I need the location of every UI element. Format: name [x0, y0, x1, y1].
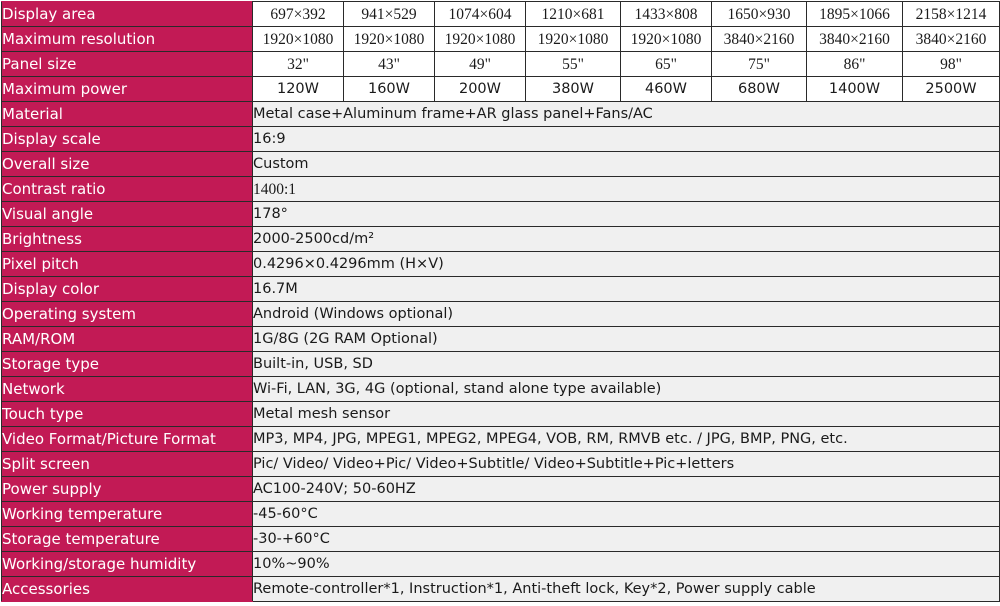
table-cell: 380W — [526, 77, 621, 102]
spec-value: -45-60°C — [253, 502, 1000, 527]
row-label: Overall size — [2, 152, 253, 177]
row-label: Display area — [2, 2, 253, 27]
table-cell: 3840×2160 — [712, 27, 807, 52]
row-label: Power supply — [2, 477, 253, 502]
spec-value: Metal case+Aluminum frame+AR glass panel+Fans/AC — [253, 102, 1000, 127]
row-label: RAM/ROM — [2, 327, 253, 352]
table-cell: 1920×1080 — [435, 27, 526, 52]
spec-value: Custom — [253, 152, 1000, 177]
spec-value: Pic/ Video/ Video+Pic/ Video+Subtitle/ Video+Subtitle+Pic+letters — [253, 452, 1000, 477]
table-row — [2, 352, 1000, 377]
table-cell: 98" — [903, 52, 1000, 77]
row-label: Maximum power — [2, 77, 253, 102]
table-row — [2, 577, 1000, 602]
table-row — [2, 2, 1000, 27]
table-cell: 1650×930 — [712, 2, 807, 27]
table-row — [2, 127, 1000, 152]
table-row — [2, 77, 1000, 102]
table-cell: 32" — [253, 52, 344, 77]
spec-value: 16:9 — [253, 127, 1000, 152]
row-label: Pixel pitch — [2, 252, 253, 277]
table-row — [2, 427, 1000, 452]
table-row — [2, 552, 1000, 577]
spec-value: 1G/8G (2G RAM Optional) — [253, 327, 1000, 352]
table-row — [2, 402, 1000, 427]
table-cell: 1074×604 — [435, 2, 526, 27]
row-label: Maximum resolution — [2, 27, 253, 52]
table-row — [2, 277, 1000, 302]
table-cell: 2500W — [903, 77, 1000, 102]
row-label: Visual angle — [2, 202, 253, 227]
table-row — [2, 502, 1000, 527]
table-cell: 680W — [712, 77, 807, 102]
table-cell: 460W — [621, 77, 712, 102]
spec-value: Metal mesh sensor — [253, 402, 1000, 427]
row-label: Storage type — [2, 352, 253, 377]
row-label: Display scale — [2, 127, 253, 152]
table-cell: 200W — [435, 77, 526, 102]
table-cell: 65" — [621, 52, 712, 77]
table-row — [2, 252, 1000, 277]
table-row — [2, 452, 1000, 477]
table-cell: 1400W — [807, 77, 903, 102]
table-cell: 1920×1080 — [253, 27, 344, 52]
table-row — [2, 327, 1000, 352]
table-row — [2, 527, 1000, 552]
spec-value: 10%~90% — [253, 552, 1000, 577]
row-label: Accessories — [2, 577, 253, 602]
row-label: Material — [2, 102, 253, 127]
table-cell: 3840×2160 — [807, 27, 903, 52]
table-row — [2, 27, 1000, 52]
table-cell: 1895×1066 — [807, 2, 903, 27]
table-row — [2, 177, 1000, 202]
table-row — [2, 102, 1000, 127]
row-label: Video Format/Picture Format — [2, 427, 253, 452]
row-label: Split screen — [2, 452, 253, 477]
spec-value: 178° — [253, 202, 1000, 227]
table-cell: 86" — [807, 52, 903, 77]
spec-value: 0.4296×0.4296mm (H×V) — [253, 252, 1000, 277]
spec-value: -30-+60°C — [253, 527, 1000, 552]
table-row — [2, 477, 1000, 502]
table-cell: 1210×681 — [526, 2, 621, 27]
table-cell: 43" — [344, 52, 435, 77]
table-cell: 1433×808 — [621, 2, 712, 27]
row-label: Panel size — [2, 52, 253, 77]
table-cell: 120W — [253, 77, 344, 102]
table-cell: 1920×1080 — [526, 27, 621, 52]
row-label: Operating system — [2, 302, 253, 327]
table-row — [2, 227, 1000, 252]
table-cell: 55" — [526, 52, 621, 77]
spec-value: AC100-240V; 50-60HZ — [253, 477, 1000, 502]
spec-value: 2000-2500cd/m² — [253, 227, 1000, 252]
table-cell: 697×392 — [253, 2, 344, 27]
spec-table — [1, 1, 1000, 602]
table-cell: 160W — [344, 77, 435, 102]
row-label: Contrast ratio — [2, 177, 253, 202]
row-label: Display color — [2, 277, 253, 302]
spec-value: Built-in, USB, SD — [253, 352, 1000, 377]
table-cell: 2158×1214 — [903, 2, 1000, 27]
table-cell: 75" — [712, 52, 807, 77]
table-cell: 1920×1080 — [344, 27, 435, 52]
spec-value: Wi-Fi, LAN, 3G, 4G (optional, stand alone type available) — [253, 377, 1000, 402]
row-label: Network — [2, 377, 253, 402]
table-cell: 941×529 — [344, 2, 435, 27]
table-cell: 1920×1080 — [621, 27, 712, 52]
table-row — [2, 377, 1000, 402]
spec-value: MP3, MP4, JPG, MPEG1, MPEG2, MPEG4, VOB, RM, RMVB etc. / JPG, BMP, PNG, etc. — [253, 427, 1000, 452]
row-label: Storage temperature — [2, 527, 253, 552]
table-cell: 3840×2160 — [903, 27, 1000, 52]
spec-value: 16.7M — [253, 277, 1000, 302]
table-row — [2, 152, 1000, 177]
table-row — [2, 302, 1000, 327]
row-label: Working/storage humidity — [2, 552, 253, 577]
table-cell: 49" — [435, 52, 526, 77]
spec-value: 1400:1 — [253, 177, 1000, 202]
spec-value: Remote-controller*1, Instruction*1, Anti-theft lock, Key*2, Power supply cable — [253, 577, 1000, 602]
spec-value: Android (Windows optional) — [253, 302, 1000, 327]
row-label: Touch type — [2, 402, 253, 427]
table-row — [2, 52, 1000, 77]
row-label: Working temperature — [2, 502, 253, 527]
row-label: Brightness — [2, 227, 253, 252]
table-row — [2, 202, 1000, 227]
